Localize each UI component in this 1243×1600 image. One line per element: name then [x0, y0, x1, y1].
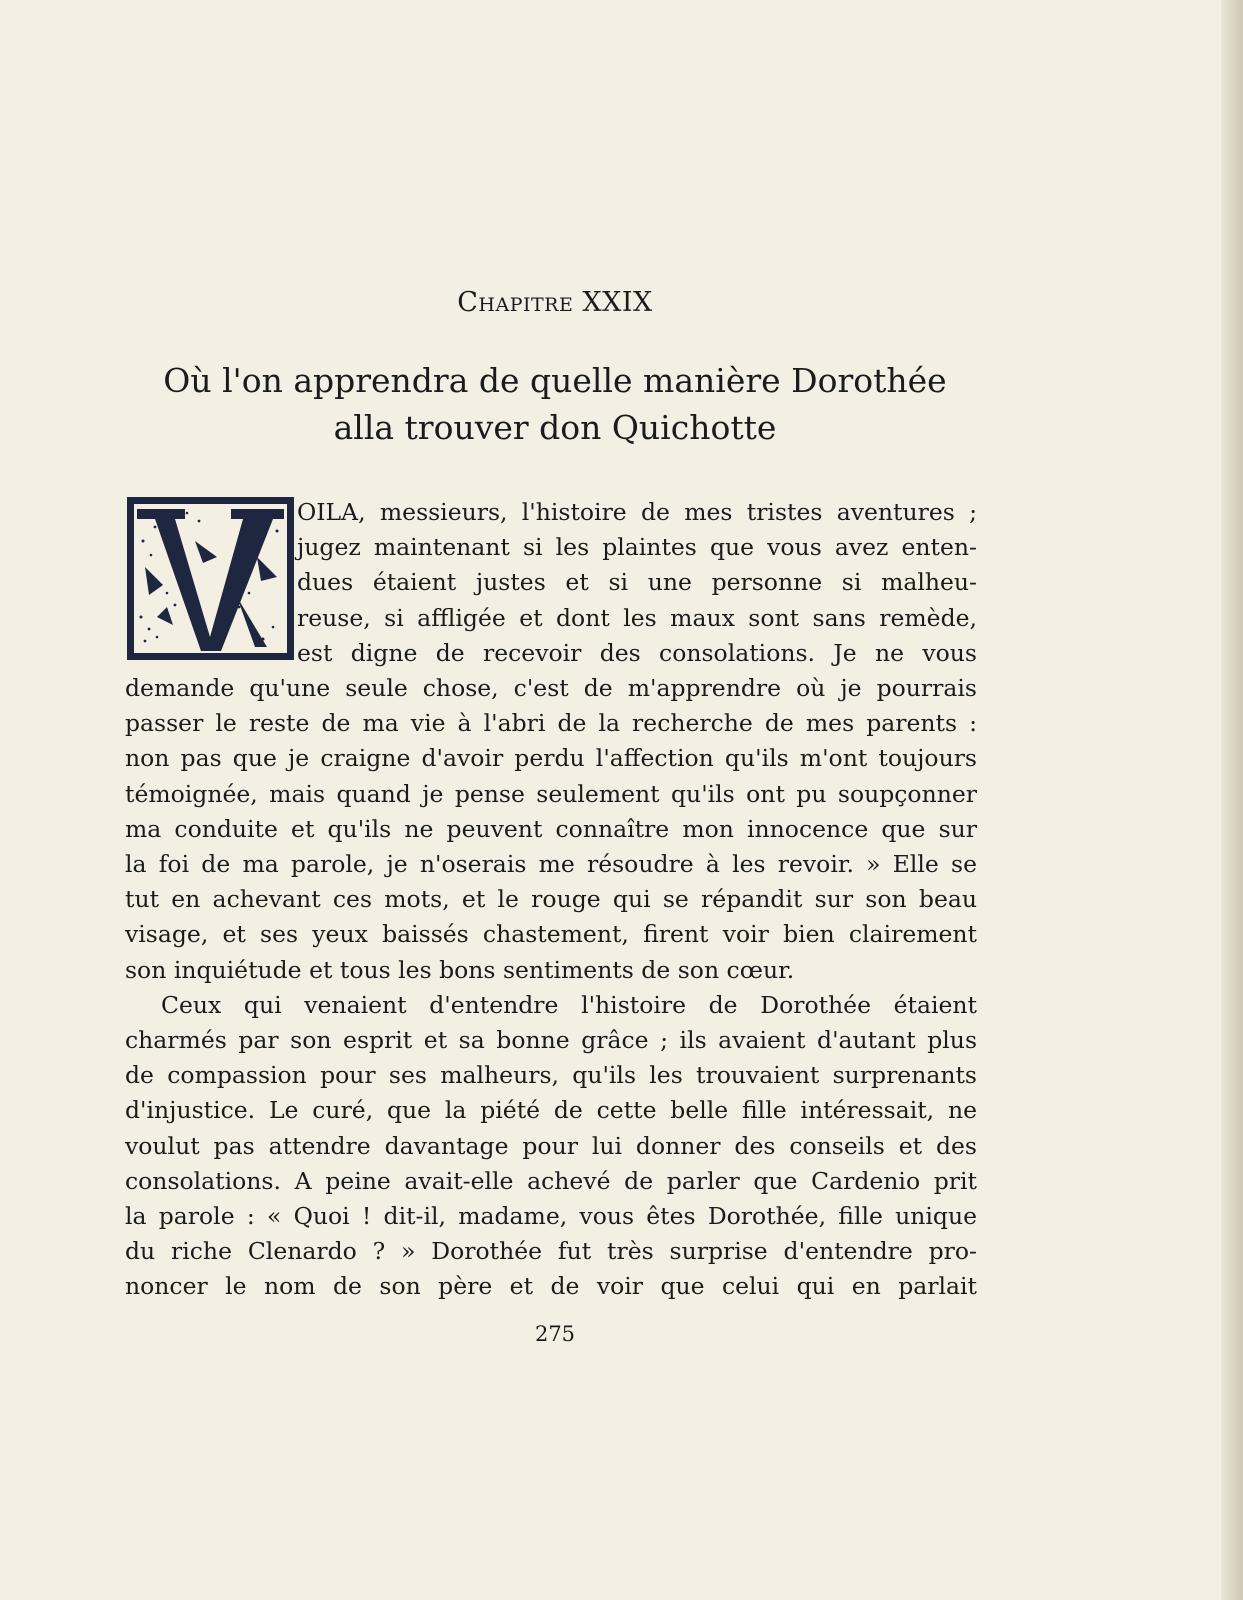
text-line: son inquiétude et tous les bons sentiments de son cœur.: [125, 955, 795, 984]
text-line: témoignée, mais quand je pense seulement qu'ils ont pu soupçonner: [125, 779, 977, 808]
chapter-title: Chapitre XXIX: [457, 287, 653, 318]
text-line: ma conduite et qu'ils ne peuvent connaître mon innocence que sur: [125, 814, 977, 843]
chapter-subtitle-line-2: alla trouver don Quichotte: [333, 408, 777, 447]
text-line: passer le reste de ma vie à l'abri de la recherche de mes parents :: [125, 709, 977, 738]
text-line: tut en achevant ces mots, et le rouge qui se répandit sur son beau: [125, 885, 977, 914]
text-line: d'injustice. Le curé, que la piété de cette belle fille intéressait, ne: [125, 1096, 977, 1125]
text-line: reuse, si affligée et dont les maux sont sans remède,: [297, 603, 977, 632]
text-line: OILA, messieurs, l'histoire de mes tristes aventures ;: [297, 498, 977, 526]
text-line: Ceux qui venaient d'entendre l'histoire de Dorothée étaient: [161, 990, 977, 1019]
text-line: non pas que je craigne d'avoir perdu l'affection qu'ils m'ont toujours: [125, 744, 977, 773]
text-line: est digne de recevoir des consolations. Je ne vous: [297, 638, 977, 667]
page-edge-shadow: [1221, 0, 1243, 1600]
text-line: dues étaient justes et si une personne si malheu-: [297, 568, 977, 597]
chapter-subtitle-line-1: Où l'on apprendra de quelle manière Dorothée: [163, 361, 947, 400]
page-number: 275: [534, 1322, 576, 1346]
text-line: du riche Clenardo ? » Dorothée fut très surprise d'entendre pro-: [125, 1237, 977, 1266]
text-line: demande qu'une seule chose, c'est de m'apprendre où je pourrais: [125, 674, 977, 703]
text-line: consolations. A peine avait-elle achevé de parler que Cardenio prit: [125, 1166, 977, 1195]
text-line: la parole : « Quoi ! dit-il, madame, vous êtes Dorothée, fille unique: [125, 1202, 977, 1231]
text-line: visage, et ses yeux baissés chastement, firent voir bien clairement: [125, 920, 977, 949]
chapter-subtitle: [125, 357, 985, 451]
text-line: de compassion pour ses malheurs, qu'ils les trouvaient surprenants: [125, 1061, 977, 1090]
text-line: noncer le nom de son père et de voir que celui qui en parlait: [125, 1272, 977, 1301]
text-line: jugez maintenant si les plaintes que vous avez enten-: [297, 533, 977, 562]
text-line: charmés par son esprit et sa bonne grâce ; ils avaient d'autant plus: [125, 1026, 977, 1055]
chapter-body: [125, 495, 977, 1305]
text-line: voulut pas attendre davantage pour lui donner des conseils et des: [125, 1131, 977, 1160]
text-line: la foi de ma parole, je n'oserais me résoudre à les revoir. » Elle se: [125, 850, 977, 879]
